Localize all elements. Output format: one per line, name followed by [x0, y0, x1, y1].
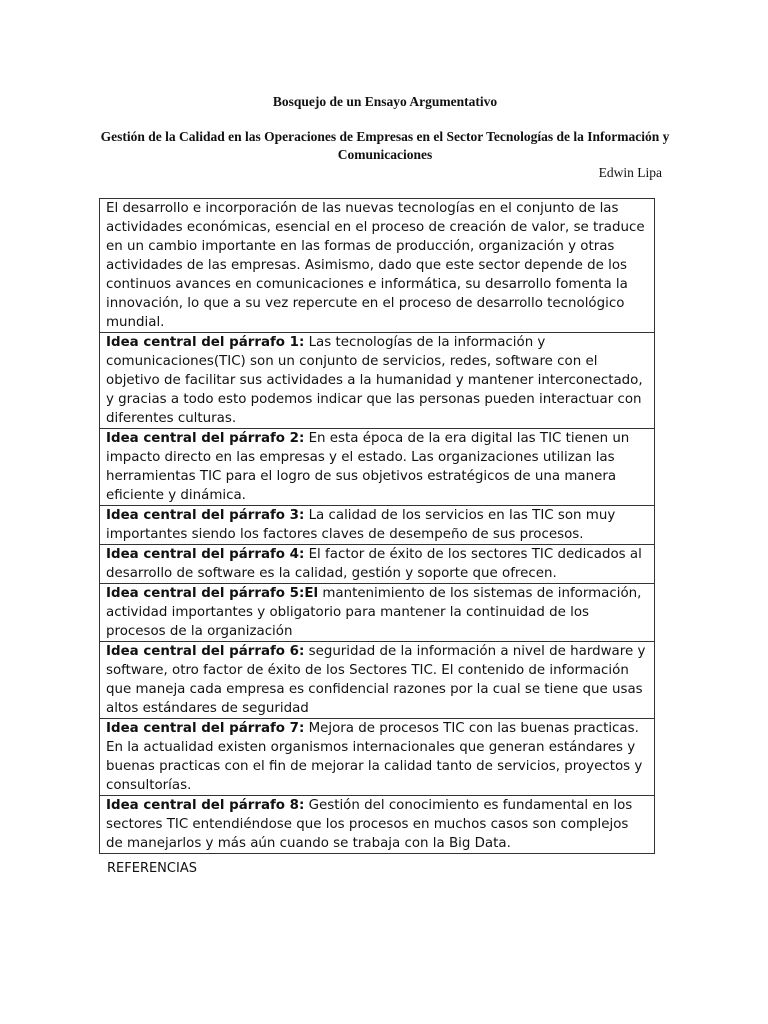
paragraph-cell — [100, 429, 655, 506]
table-row — [100, 429, 655, 506]
paragraph-cell — [100, 545, 655, 584]
paragraph-text: Las tecnologías de la información y comunicaciones(TIC) son un conjunto de servicios, redes, software con el objetivo de facilitar sus actividades a la humanidad y mantener interconectado, y gracias a todo esto podemos indicar que las personas pueden interactuar con diferentes culturas. — [106, 335, 643, 426]
paragraph-lead: Idea central del párrafo 3: — [106, 508, 305, 523]
paragraph-text: Gestión del conocimiento es fundamental en los sectores TIC entendiéndose que los procesos en muchos casos son complejos de manejarlos y más aún cuando se trabaja con la Big Data. — [106, 798, 633, 851]
table-row — [100, 199, 655, 333]
table-row — [100, 796, 655, 854]
paragraph-lead: Idea central del párrafo 5:El — [106, 586, 319, 601]
table-row — [100, 506, 655, 545]
paragraph-text: Mejora de procesos TIC con las buenas practicas. En la actualidad existen organismos internacionales que generan estándares y buenas practicas con el fin de mejorar la calidad tanto de servicios, proyectos y consultorías. — [106, 721, 643, 793]
paragraph-lead: Idea central del párrafo 1: — [106, 335, 305, 350]
outline-table — [99, 198, 655, 854]
table-row — [100, 333, 655, 429]
document-title: Bosquejo de un Ensayo Argumentativo — [272, 94, 498, 109]
paragraph-lead: Idea central del párrafo 2: — [106, 431, 305, 446]
paragraph-lead: Idea central del párrafo 7: — [106, 721, 305, 736]
paragraph-text: mantenimiento de los sistemas de información, actividad importantes y obligatorio para mantener la continuidad de los procesos de la organización — [106, 586, 642, 639]
intro-cell: El desarrollo e incorporación de las nuevas tecnologías en el conjunto de las actividades económicas, esencial en el proceso de creación de valor, se traduce en un cambio importante en las formas de producción, organización y otras actividades de las empresas. Asimismo, dado que este sector depende de los continuos avances en comunicaciones e informática, su desarrollo fomenta la innovación, lo que a su vez repercute en el proceso de desarrollo tecnológico mundial. — [100, 199, 655, 333]
paragraph-lead: Idea central del párrafo 4: — [106, 547, 305, 562]
paragraph-lead: Idea central del párrafo 6: — [106, 644, 305, 659]
paragraph-cell — [100, 506, 655, 545]
table-row — [100, 719, 655, 796]
paragraph-text: seguridad de la información a nivel de hardware y software, otro factor de éxito de los Sectores TIC. El contenido de información que maneja cada empresa es confidencial razones por la cual se tiene que usas altos estándares de seguridad — [106, 644, 646, 716]
table-row — [100, 642, 655, 719]
author-name: Edwin Lipa — [598, 165, 662, 180]
paragraph-text: La calidad de los servicios en las TIC son muy importantes siendo los factores claves de desempeño de sus procesos. — [106, 508, 616, 542]
table-row — [100, 545, 655, 584]
paragraph-lead: Idea central del párrafo 8: — [106, 798, 305, 813]
paragraph-text: El factor de éxito de los sectores TIC dedicados al desarrollo de software es la calidad, gestión y soporte que ofrecen. — [106, 547, 642, 581]
table-row — [100, 584, 655, 642]
paragraph-cell — [100, 719, 655, 796]
paragraph-text: En esta época de la era digital las TIC tienen un impacto directo en las empresas y el estado. Las organizaciones utilizan las herramientas TIC para el logro de sus objetivos estratégicos de una manera eficiente y dinámica. — [106, 431, 630, 503]
document-subtitle: Gestión de la Calidad en las Operaciones de Empresas en el Sector Tecnologías de la Información y Comunicaciones — [100, 129, 670, 162]
paragraph-cell — [100, 796, 655, 854]
references-heading: REFERENCIAS — [107, 861, 197, 876]
paragraph-cell — [100, 584, 655, 642]
paragraph-cell — [100, 333, 655, 429]
paragraph-cell — [100, 642, 655, 719]
